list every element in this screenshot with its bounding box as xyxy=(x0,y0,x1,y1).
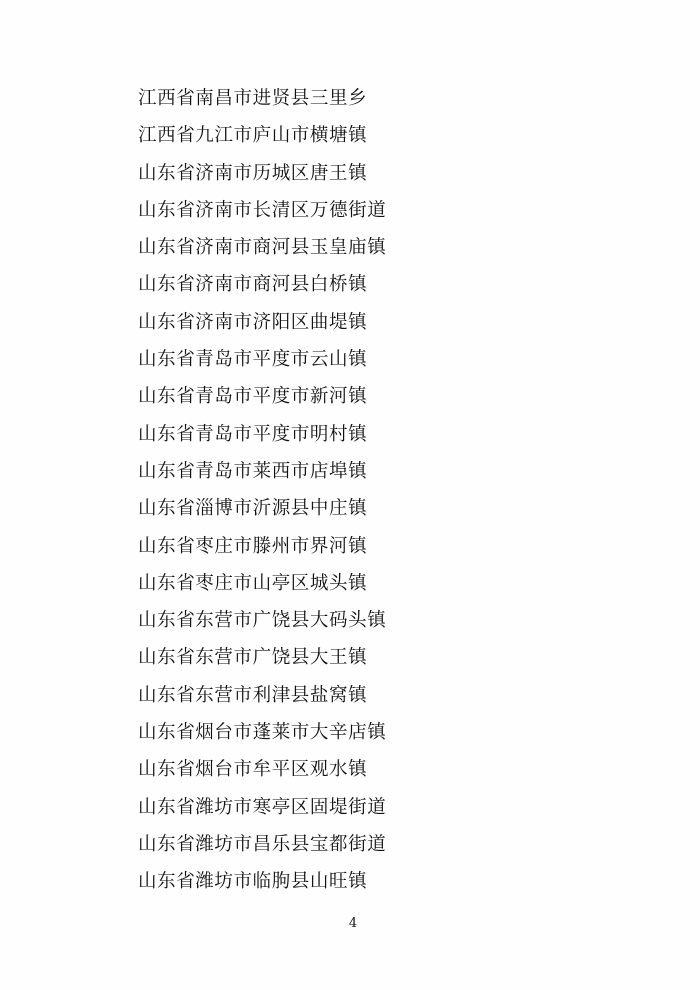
list-item: 山东省济南市济阳区曲堤镇 xyxy=(138,311,368,333)
list-item: 江西省南昌市进贤县三里乡 xyxy=(138,88,368,109)
list-item: 江西省九江市庐山市横塘镇 xyxy=(138,125,368,147)
list-item: 山东省青岛市平度市新河镇 xyxy=(138,386,368,408)
list-item: 山东省枣庄市滕州市界河镇 xyxy=(138,535,368,557)
list-item: 山东省济南市长清区万德街道 xyxy=(138,199,387,221)
list-item: 山东省潍坊市昌乐县宝都街道 xyxy=(138,833,387,855)
list-item: 山东省枣庄市山亭区城头镇 xyxy=(138,572,368,594)
page-number-value: 4 xyxy=(348,916,358,931)
list-item: 山东省济南市历城区唐王镇 xyxy=(138,162,368,184)
list-item: 山东省济南市商河县白桥镇 xyxy=(138,274,368,296)
list-item: 山东省烟台市蓬莱市大辛店镇 xyxy=(138,722,387,744)
list-item: 山东省东营市利津县盐窝镇 xyxy=(138,684,368,706)
page-number xyxy=(0,916,700,931)
list-item: 山东省潍坊市寒亭区固堤街道 xyxy=(138,796,387,818)
list-item: 山东省青岛市平度市云山镇 xyxy=(138,349,368,371)
list-item: 山东省东营市广饶县大码头镇 xyxy=(138,610,387,632)
list-item: 山东省潍坊市临朐县山旺镇 xyxy=(138,871,368,893)
list-item: 山东省青岛市平度市明村镇 xyxy=(138,423,368,445)
list-item: 山东省烟台市牟平区观水镇 xyxy=(138,759,368,781)
list-item: 山东省济南市商河县玉皇庙镇 xyxy=(138,237,387,259)
list-item: 山东省青岛市莱西市店埠镇 xyxy=(138,460,368,482)
address-list xyxy=(138,80,568,901)
list-item: 山东省淄博市沂源县中庄镇 xyxy=(138,498,368,520)
list-item: 山东省东营市广饶县大王镇 xyxy=(138,647,368,669)
